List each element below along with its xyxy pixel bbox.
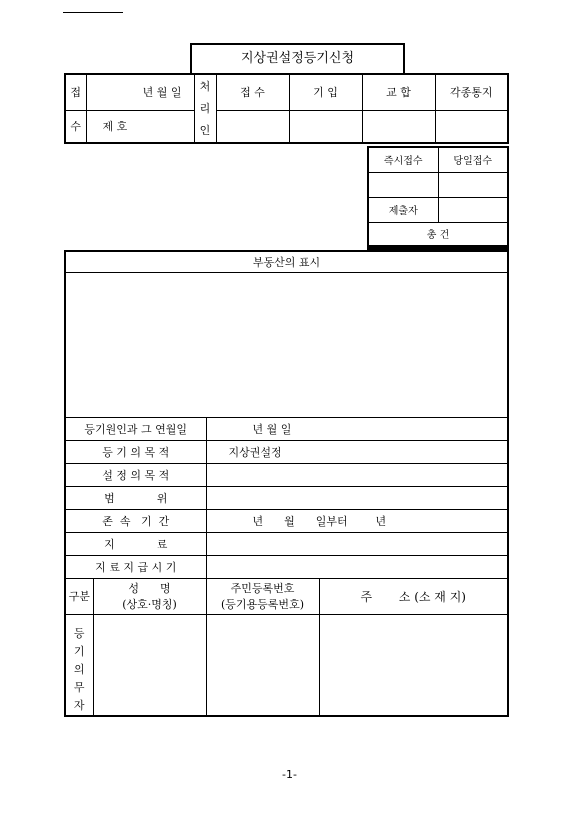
obligor-label [65, 614, 93, 716]
receipt-date[interactable]: 년 월 일 [86, 74, 194, 110]
obligor-char-4: 무 [73, 680, 85, 694]
cell-receipt[interactable] [216, 110, 289, 143]
field-value-registration-purpose[interactable]: 지상권설정 [206, 440, 508, 463]
col-receipt: 접 수 [216, 74, 289, 110]
obligor-char-1: 등 [73, 626, 85, 640]
receipt-label-top: 접 [65, 74, 86, 110]
processor-char-1: 처 [199, 79, 211, 93]
property-header: 부동산의 표시 [65, 251, 508, 272]
field-label-registration-purpose: 등 기 의 목 적 [65, 440, 206, 463]
top-rule [63, 12, 123, 13]
submitter-cell[interactable] [438, 197, 508, 222]
receipt-number[interactable]: 제 호 [86, 110, 194, 143]
total-count: 총 건 [368, 222, 508, 246]
property-description-area[interactable] [65, 272, 508, 417]
parties-col-name-line2: (상호·명칭) [122, 598, 177, 611]
field-value-setting-purpose[interactable] [206, 463, 508, 486]
processor-char-2: 리 [199, 101, 211, 115]
field-value-rent[interactable] [206, 532, 508, 555]
cell-check[interactable] [362, 110, 435, 143]
parties-col-id [206, 578, 319, 614]
submitter-label: 제출자 [368, 197, 438, 222]
processor-label [194, 74, 216, 143]
field-label-setting-purpose: 설 정 의 목 적 [65, 463, 206, 486]
document-title: 지상권설정등기신청 [190, 43, 405, 73]
processor-char-3: 인 [199, 123, 211, 137]
parties-col-id-line1: 주민등록번호 [230, 582, 295, 595]
receipt-label-bottom: 수 [65, 110, 86, 143]
obligor-address-cell[interactable] [319, 614, 508, 716]
parties-col-type: 구분 [65, 578, 93, 614]
col-entry: 기 입 [289, 74, 362, 110]
same-day-receipt-cell[interactable] [438, 172, 508, 197]
field-label-rent-payment-time: 지 료 지 급 시 기 [65, 555, 206, 578]
obligor-id-cell[interactable] [206, 614, 319, 716]
parties-col-name [93, 578, 206, 614]
field-value-scope[interactable] [206, 486, 508, 509]
field-label-cause-date: 등기원인과 그 연월일 [65, 417, 206, 440]
field-label-rent: 지 료 [65, 532, 206, 555]
cell-entry[interactable] [289, 110, 362, 143]
field-label-scope: 범 위 [65, 486, 206, 509]
parties-col-name-line1: 성 명 [128, 582, 171, 595]
parties-col-address: 주 소 (소 재 지) [319, 578, 508, 614]
immediate-receipt-label: 즉시접수 [368, 147, 438, 172]
field-value-cause-date[interactable]: 년 월 일 [206, 417, 508, 440]
page-number: -1- [282, 768, 297, 781]
side-box [367, 146, 509, 247]
obligor-name-cell[interactable] [93, 614, 206, 716]
main-form-table [64, 250, 509, 717]
receipt-table [64, 73, 509, 144]
same-day-receipt-label: 당일접수 [438, 147, 508, 172]
parties-col-id-line2: (등기용등록번호) [221, 598, 304, 611]
col-notice: 각종통지 [435, 74, 508, 110]
cell-notice[interactable] [435, 110, 508, 143]
field-value-rent-payment-time[interactable] [206, 555, 508, 578]
obligor-char-2: 기 [73, 644, 85, 658]
field-value-duration[interactable]: 년 월 일부터 년 [206, 509, 508, 532]
field-label-duration: 존 속 기 간 [65, 509, 206, 532]
immediate-receipt-cell[interactable] [368, 172, 438, 197]
obligor-char-5: 자 [73, 698, 85, 712]
obligor-char-3: 의 [73, 662, 85, 676]
col-check: 교 합 [362, 74, 435, 110]
